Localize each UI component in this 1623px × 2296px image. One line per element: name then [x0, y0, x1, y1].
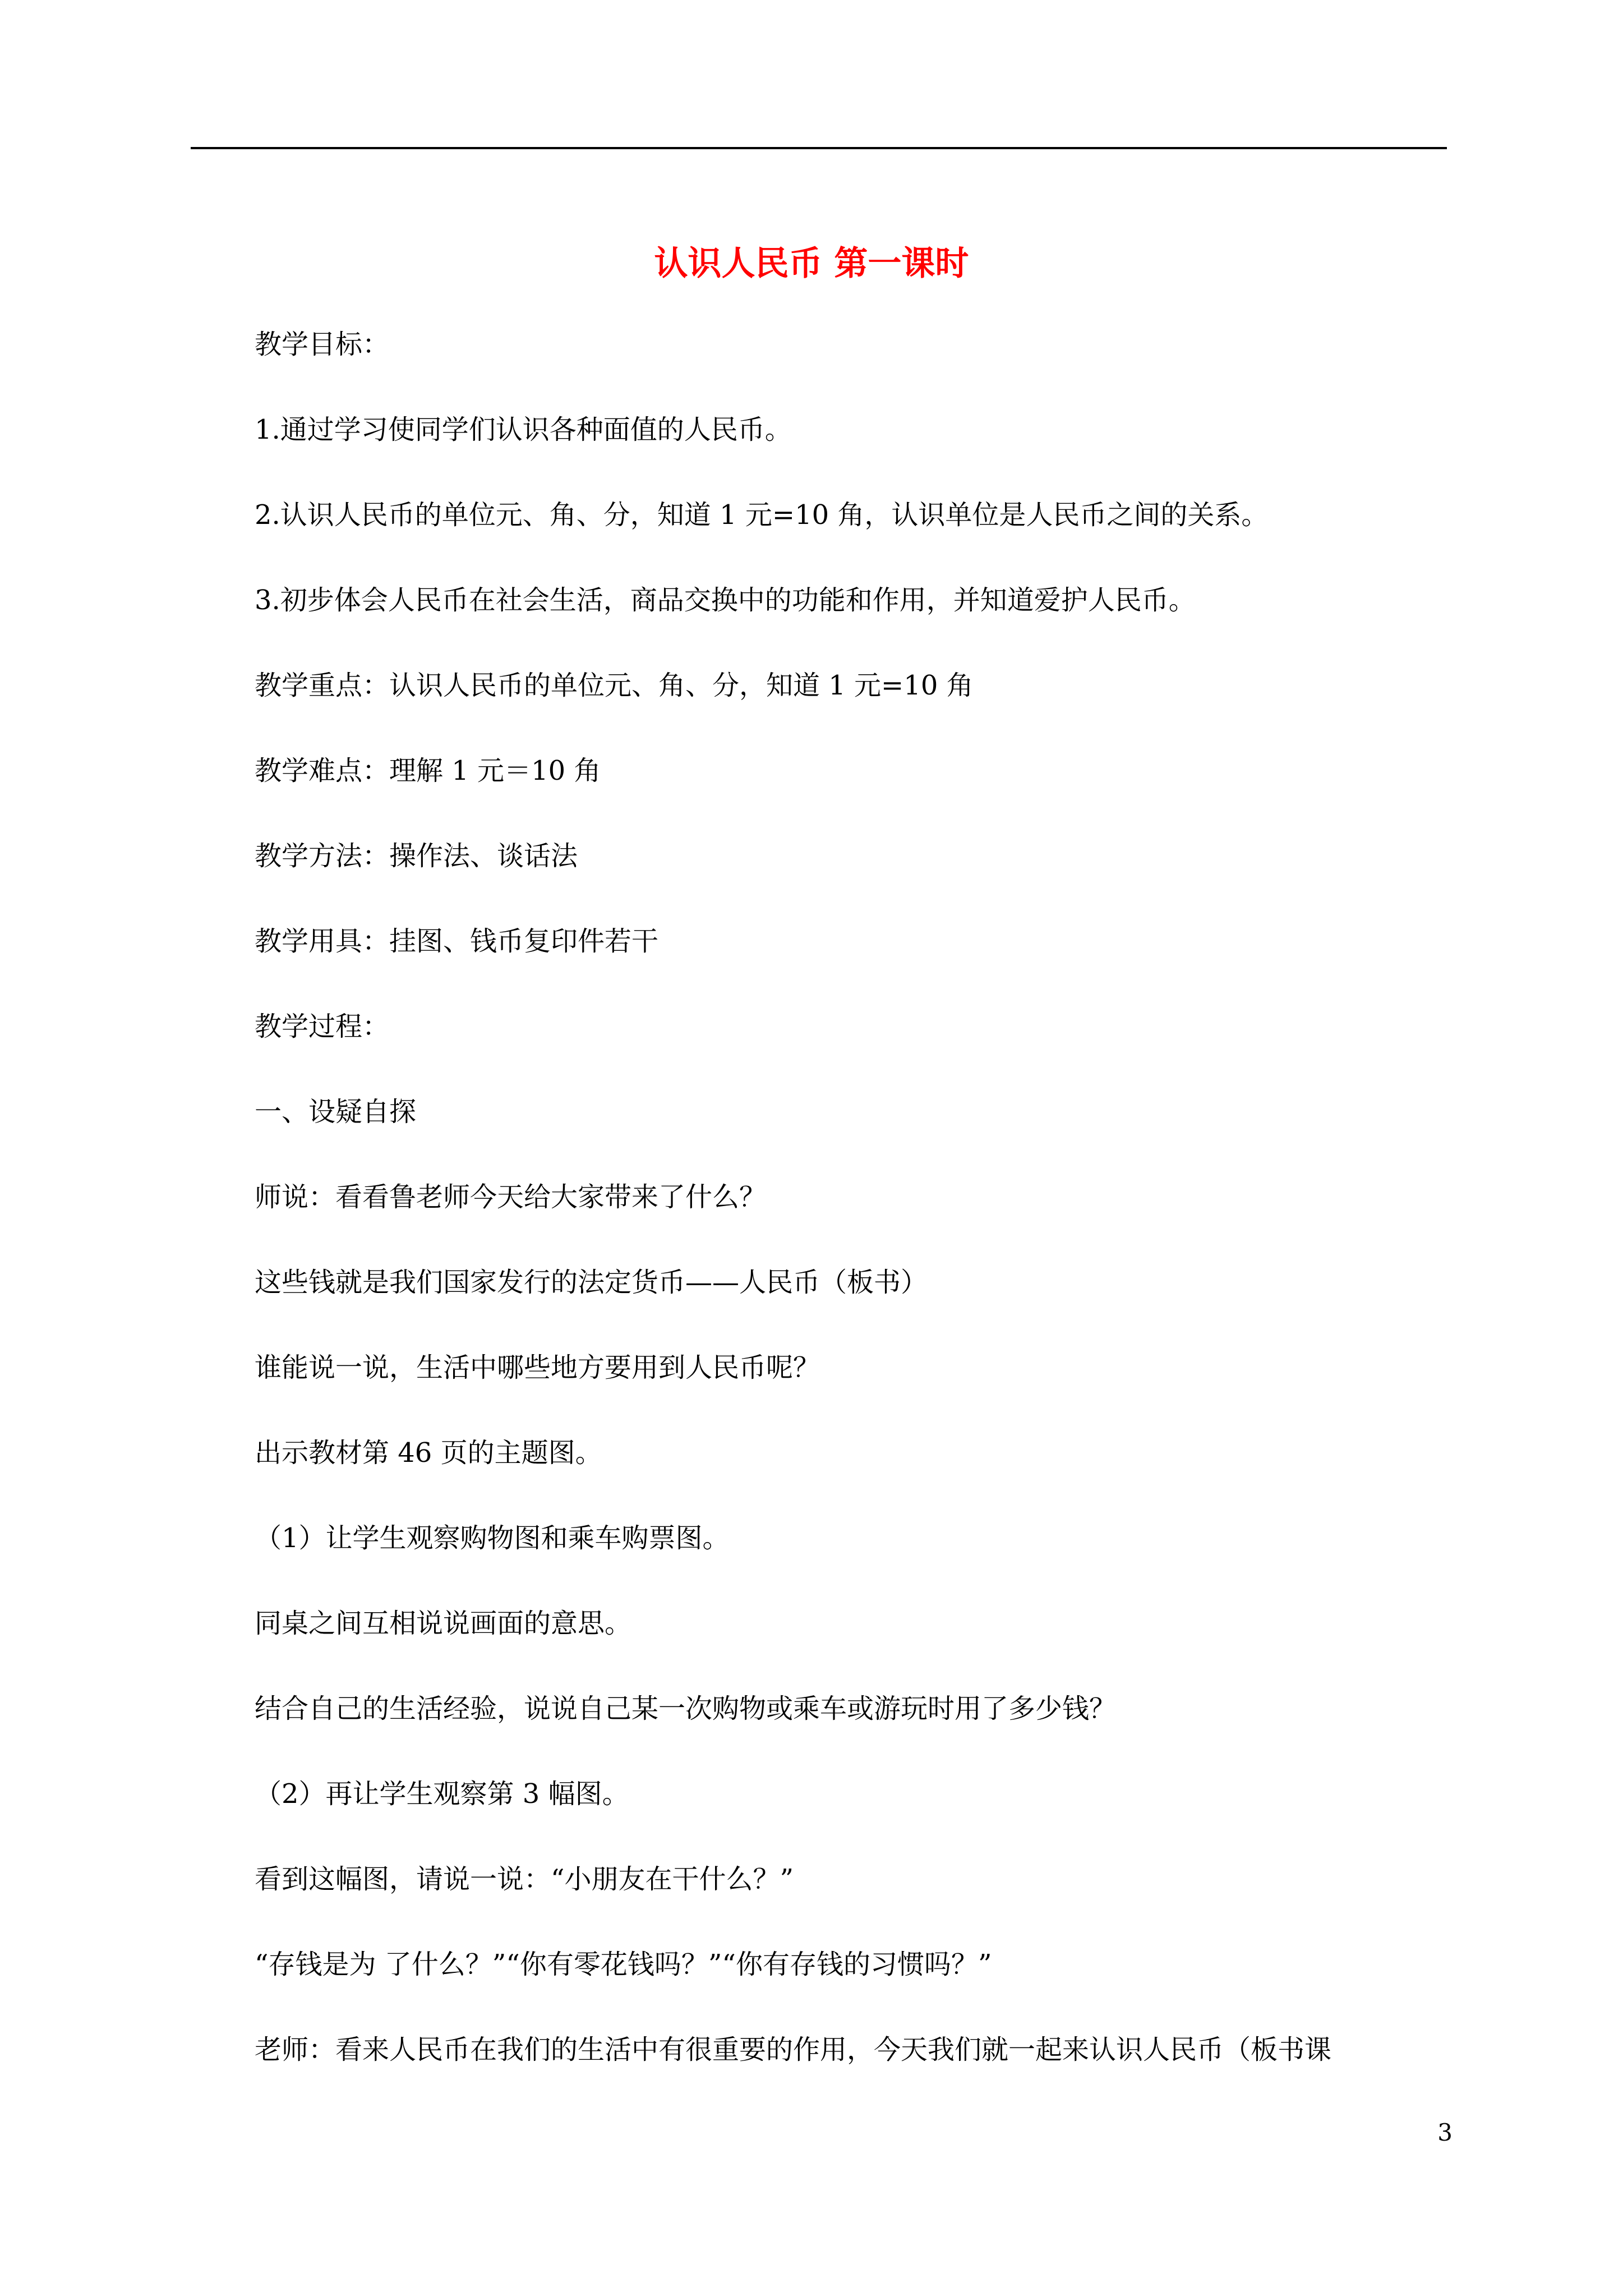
document-title: 认识人民币 第一课时 [654, 244, 969, 283]
line-difficulty: 教学难点：理解 1 元＝10 角 [255, 755, 601, 786]
line-objective-1: 1.通过学习使同学们认识各种面值的人民币。 [255, 414, 792, 445]
line-objective-3: 3.初步体会人民币在社会生活，商品交换中的功能和作用，并知道爱护人民币。 [255, 585, 1196, 616]
line-section-1-heading: 一、设疑自探 [255, 1096, 417, 1128]
line-step-1: （1）让学生观察购物图和乘车购票图。 [255, 1522, 730, 1554]
line-picture-question: 看到这幅图，请说一说：“小朋友在干什么？” [255, 1864, 794, 1895]
line-show-textbook: 出示教材第 46 页的主题图。 [255, 1437, 602, 1469]
line-currency-intro: 这些钱就是我们国家发行的法定货币——人民币（板书） [255, 1267, 928, 1298]
line-objective-2: 2.认识人民币的单位元、角、分，知道 1 元=10 角，认识单位是人民币之间的关系。 [255, 499, 1269, 531]
line-deskmate-discussion: 同桌之间互相说说画面的意思。 [255, 1608, 632, 1639]
header-rule [191, 147, 1447, 149]
page-number: 3 [1437, 2119, 1453, 2146]
line-process-heading: 教学过程： [255, 1011, 390, 1042]
line-teacher-question: 师说：看看鲁老师今天给大家带来了什么？ [255, 1181, 767, 1213]
line-key-point: 教学重点：认识人民币的单位元、角、分，知道 1 元=10 角 [255, 670, 974, 701]
line-step-2: （2）再让学生观察第 3 幅图。 [255, 1778, 629, 1810]
line-life-experience: 结合自己的生活经验，说说自己某一次购物或乘车或游玩时用了多少钱？ [255, 1693, 1117, 1724]
line-where-used-question: 谁能说一说，生活中哪些地方要用到人民币呢？ [255, 1352, 820, 1383]
line-materials: 教学用具：挂图、钱币复印件若干 [255, 926, 659, 957]
line-teaching-objectives-heading: 教学目标： [255, 329, 390, 360]
line-saving-questions: “存钱是为 了什么？”“你有零花钱吗？”“你有存钱的习惯吗？” [255, 1949, 992, 1980]
line-method: 教学方法：操作法、谈话法 [255, 840, 578, 872]
line-teacher-conclusion: 老师：看来人民币在我们的生活中有很重要的作用，今天我们就一起来认识人民币（板书课 [255, 2034, 1332, 2065]
